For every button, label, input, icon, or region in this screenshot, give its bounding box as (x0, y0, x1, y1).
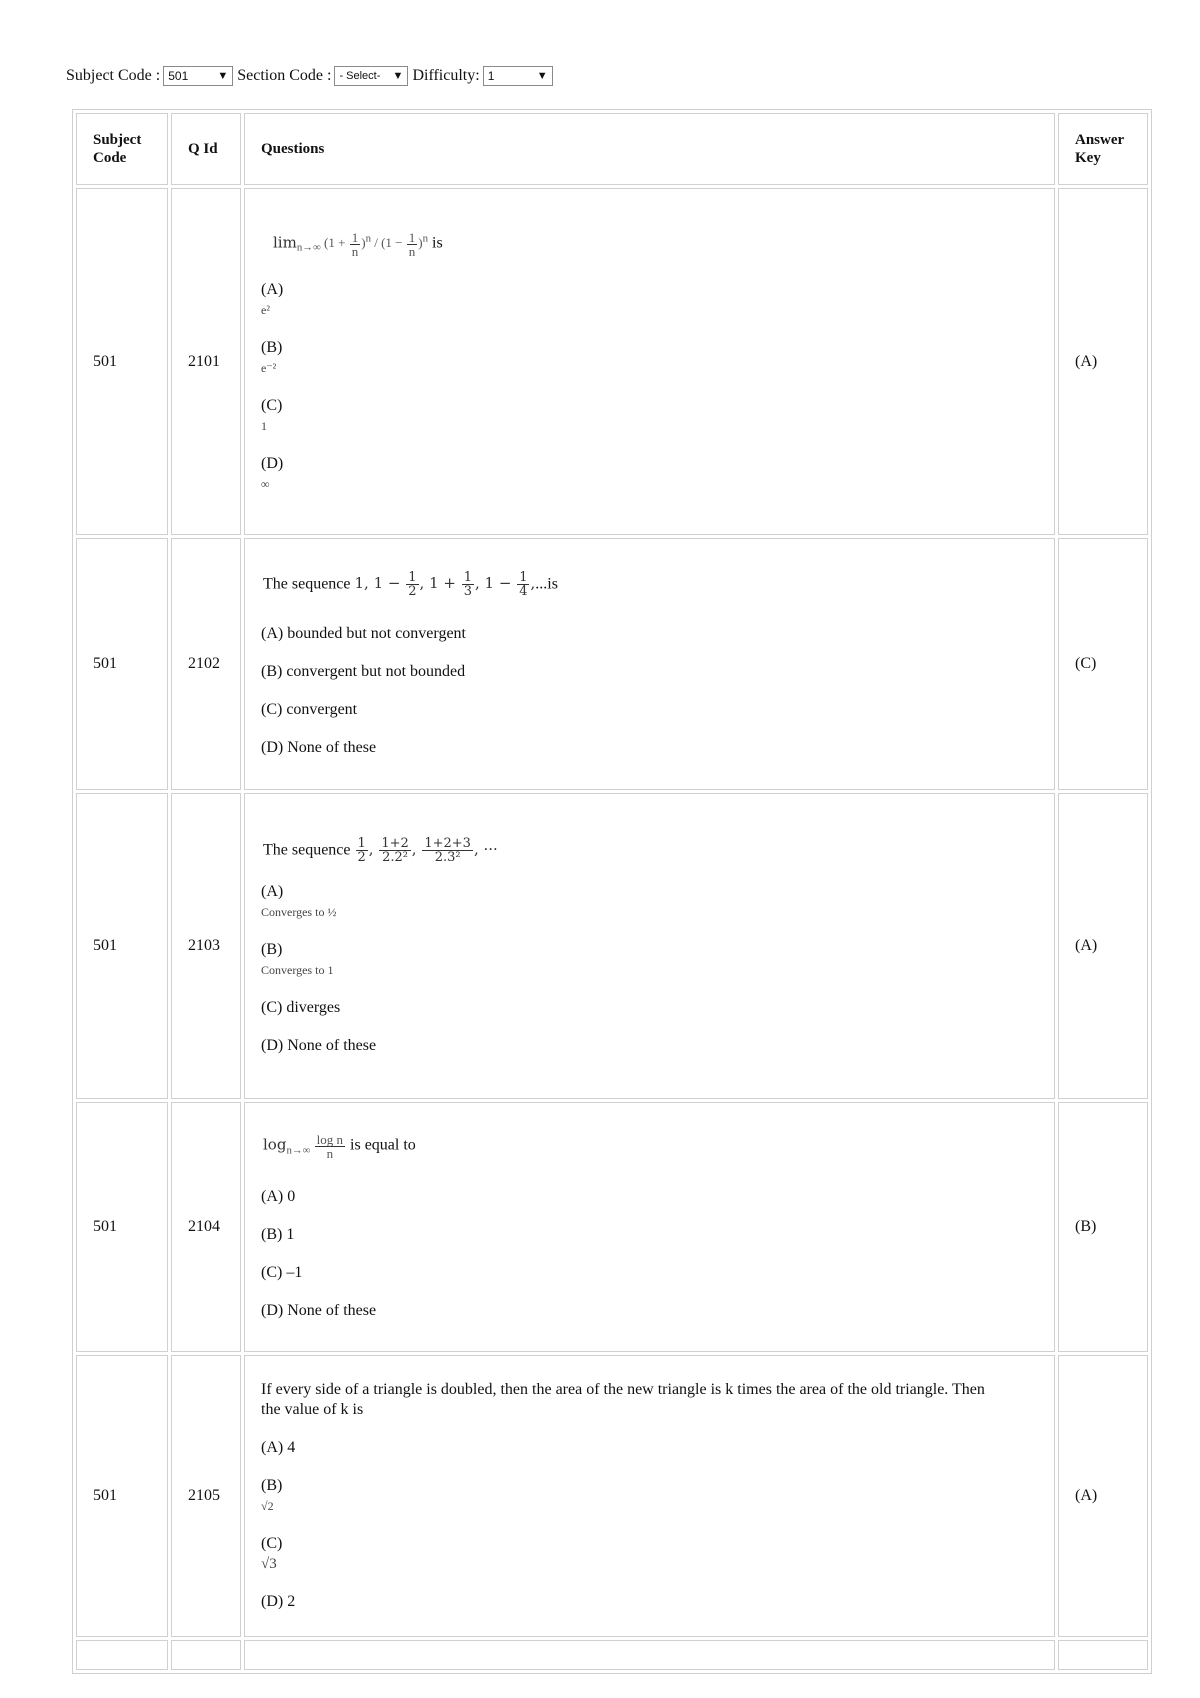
table-row (76, 1102, 1148, 1352)
answer-key-cell: (A) (1058, 793, 1148, 1099)
option-value: √3 (261, 1556, 277, 1572)
math-expression: $\frac{1}{2}$ , $\frac{1+2}{\text{2.2²}}$ , $\frac{1+2+3}{\text{2.3²}}$ , ··· (357, 835, 498, 865)
header-questions: Questions (244, 113, 1055, 185)
qid-cell: 2101 (171, 188, 241, 535)
option-label: (C) (261, 396, 283, 414)
option-a (261, 280, 1038, 320)
option-label: (A) (261, 280, 284, 298)
filter-bar (66, 64, 557, 88)
option-c (261, 1534, 1038, 1574)
option-value: 1 (261, 418, 267, 433)
option-c (261, 396, 1038, 436)
answer-key-cell: (A) (1058, 1355, 1148, 1637)
subject-code-cell: 501 (76, 1102, 168, 1352)
header-qid: Q Id (171, 113, 241, 185)
options-list (261, 280, 1038, 494)
subject-code-label: Subject Code : (66, 67, 161, 84)
option-c: (C) –1 (261, 1263, 303, 1281)
question-cell (244, 1102, 1055, 1352)
option-value: ∞ (261, 476, 270, 491)
qid-cell: 2102 (171, 538, 241, 790)
question-lead: lim (273, 233, 297, 252)
option-label: (C) (261, 1535, 283, 1552)
section-code-label: Section Code : (237, 67, 332, 84)
header-answer-key: Answer Key (1058, 113, 1148, 185)
option-b (261, 338, 1038, 378)
chevron-down-icon: ▼ (536, 70, 548, 82)
qid-cell: 2105 (171, 1355, 241, 1637)
option-a: (A) bounded but not convergent (261, 624, 466, 642)
answer-key-cell (1058, 1640, 1148, 1670)
difficulty-label: Difficulty: (412, 67, 480, 84)
chevron-down-icon: ▼ (217, 70, 229, 82)
table-row (76, 188, 1148, 535)
difficulty-select[interactable] (483, 66, 553, 86)
table-row (76, 538, 1148, 790)
question-suffix: is (432, 234, 443, 252)
options-list (261, 882, 1038, 1056)
question-text (261, 571, 1038, 598)
option-b (261, 1476, 1038, 1516)
table-row (76, 793, 1148, 1099)
question-text (261, 1133, 1038, 1160)
qid-cell: 2104 (171, 1102, 241, 1352)
option-value: Converges to 1 (261, 962, 334, 977)
subject-code-value: 501 (168, 69, 189, 83)
question-lead: log (263, 1135, 287, 1154)
option-d (261, 454, 1038, 494)
option-d: (D) None of these (261, 738, 377, 756)
option-value: Converges to ½ (261, 904, 337, 919)
option-d: (D) None of these (261, 1036, 377, 1054)
option-a (261, 882, 1038, 922)
question-suffix: is equal to (350, 1136, 416, 1154)
options-list (261, 1187, 1038, 1321)
option-value: e² (261, 302, 270, 317)
section-code-value: - Select- (339, 70, 381, 82)
option-label: (A) (261, 882, 284, 900)
question-cell (244, 793, 1055, 1099)
option-label: (D) (261, 454, 284, 472)
option-a: (A) 0 (261, 1187, 296, 1205)
question-lead: The sequence (263, 575, 351, 592)
questions-table (72, 109, 1152, 1674)
question-text (261, 229, 1038, 258)
subject-code-cell: 501 (76, 793, 168, 1099)
question-cell (244, 538, 1055, 790)
subject-code-select[interactable] (163, 66, 233, 86)
answer-key-cell: (A) (1058, 188, 1148, 535)
option-d: (D) None of these (261, 1301, 377, 1319)
subject-code-cell (76, 1640, 168, 1670)
options-list (261, 624, 1038, 758)
option-d: (D) 2 (261, 1593, 296, 1610)
header-subject-code: Subject Code (76, 113, 168, 185)
option-c: (C) diverges (261, 998, 341, 1016)
option-value: √2 (261, 1499, 274, 1513)
table-header-row (76, 113, 1148, 185)
question-lead: The sequence (263, 841, 351, 858)
option-label: (B) (261, 338, 283, 356)
answer-key-cell: (C) (1058, 538, 1148, 790)
question-cell (244, 1355, 1055, 1637)
question-cell (244, 1640, 1055, 1670)
question-text (261, 837, 1038, 864)
math-expression: $_{n\to\infty}$ (1 + $\frac{1}{n}$ )$^n$ / (1 − $\frac{1}{n}$ )$^n$ (296, 229, 429, 259)
answer-key-cell: (B) (1058, 1102, 1148, 1352)
question-suffix: ...is (535, 575, 558, 592)
option-b: (B) 1 (261, 1225, 295, 1243)
option-b: (B) convergent but not bounded (261, 662, 466, 680)
subject-code-cell: 501 (76, 538, 168, 790)
option-b (261, 940, 1038, 980)
math-expression: $_{n\to\infty}$ $\frac{\text{log n}}{n}$ (286, 1132, 344, 1162)
math-expression: 1, 1 − $\frac{1}{2}$ , 1 + $\frac{1}{3}$ , 1 − $\frac{1}{4}$ , (354, 569, 536, 599)
chevron-down-icon: ▼ (392, 70, 404, 82)
option-value: e⁻² (261, 360, 277, 375)
subject-code-cell: 501 (76, 188, 168, 535)
question-text: If every side of a triangle is doubled, then the area of the new triangle is k times the area of the old triangle. Then the value of k is (261, 1381, 985, 1418)
subject-code-cell: 501 (76, 1355, 168, 1637)
qid-cell (171, 1640, 241, 1670)
qid-cell: 2103 (171, 793, 241, 1099)
question-cell (244, 188, 1055, 535)
option-label: (B) (261, 1477, 283, 1494)
option-label: (B) (261, 940, 283, 958)
option-a: (A) 4 (261, 1439, 296, 1456)
options-list (261, 1438, 1038, 1612)
table-row (76, 1355, 1148, 1637)
option-c: (C) convergent (261, 700, 358, 718)
section-code-select[interactable] (334, 66, 408, 86)
difficulty-value: 1 (487, 69, 495, 83)
table-row (76, 1640, 1148, 1670)
